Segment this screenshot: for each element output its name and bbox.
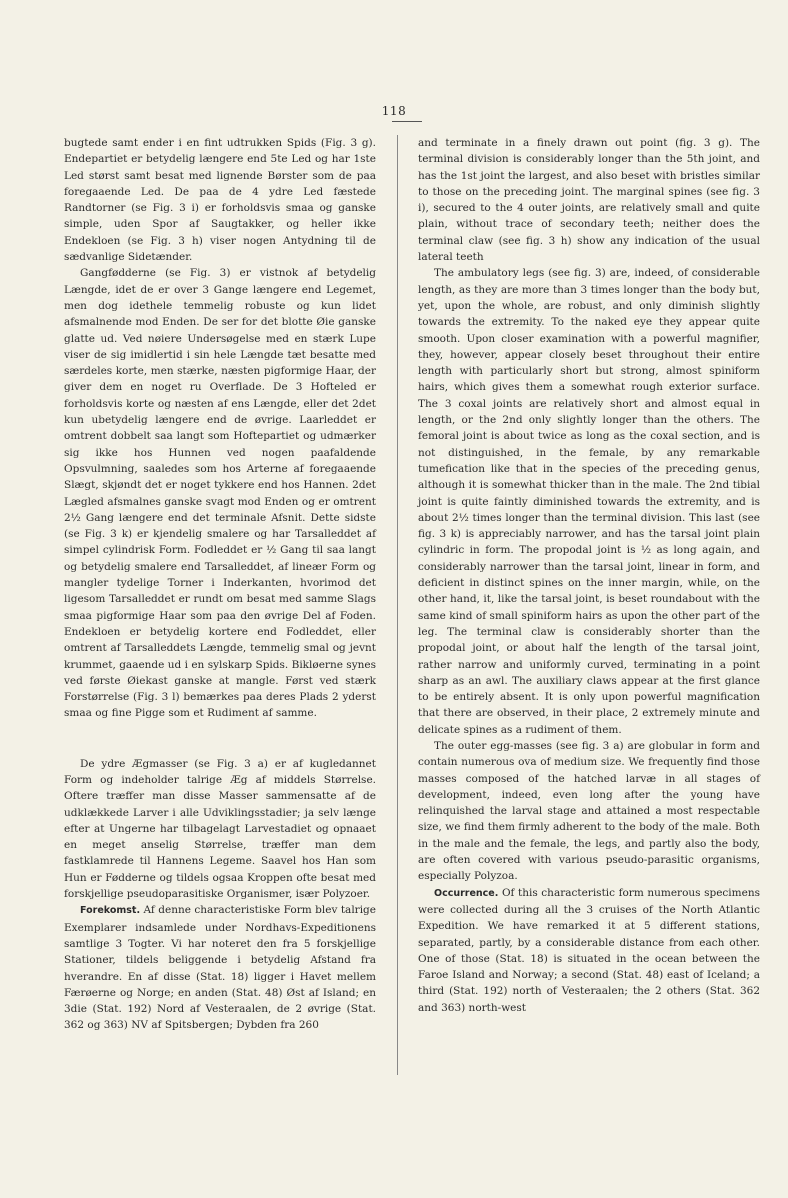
page-number-rule [392,121,422,122]
right-paragraph-2: The ambulatory legs (see fig. 3) are, indeed, of considerable length, as they are more than 3 times longer than the body but, yet, upon the whole, are robust, and only diminish slightly towards the extremity. To the naked eye they appear quite smooth. Upon closer examination with a powerful magnifier, they, however, appear closely beset throughout their entire length with particularly short but strong, almost spiniform hairs, which gives them a somewhat rough exterior surface. The 3 coxal joints are relatively short and almost equal in length, or the 2nd only slightly longer than the others. The femoral joint is about twice as long as the coxal section, and is not distinguished, in the female, by any remarkable tumefication like that in the species of the preceding genus, although it is somewhat thicker than in the male. The 2nd tibial joint is quite faintly diminished towards the extremity, and is about 2½ times longer than the terminal division. This last (see fig. 3 k) is appreciably narrower, and has the tarsal joint plain cylindric in form. The propodal joint is ½ as long again, and considerably narrower than the tarsal joint, linear in form, and deficient in distinct spines on the inner margin, while, on the other hand, it, like the tarsal joint, is beset roundabout with the same kind of small spiniform hairs as upon the other part of the leg. The terminal claw is considerably shorter than the propodal joint, or about half the length of the tarsal joint, rather narrow and uniformly curved, terminating in a point sharp as an awl. The auxiliary claws appear at the first glance to be entirely absent. It is only upon powerful magnification that there are observed, in their place, 2 extremely minute and delicate spines as a rudiment of them. [418,267,760,736]
right-occurrence-text: Of this characteristic form numerous specimens were collected during all the 3 cruises of the North Atlantic Expedition. We have remarked it at 5 different stations, separated, partly, by a considerable distance from each other. One of those (Stat. 18) is situated in the ocean between the Faroe Island and Norway; a second (Stat. 48) east of Iceland; a third (Stat. 192) north of Vesteraalen; the 2 others (Stat. 362 and 363) north-west [418,886,760,1014]
left-paragraph-1: bugtede samt ender i en fint udtrukken Spids (Fig. 3 g). Endepartiet er betydelig længere end 5te Led og har 1ste Led størst samt besat med lignende Børster som de paa foregaaende Led. De paa de 4 ydre Led fæstede Randtorner (se Fig. 3 i) er forholdsvis smaa og ganske simple, uden Spor af Saugtakker, og heller ikke Endekloen (se Fig. 3 h) viser nogen Antydning til de sædvanlige Sidetænder. [64,137,376,264]
left-occurrence-heading: Forekomst. [80,905,141,917]
left-paragraph-3: De ydre Ægmasser (se Fig. 3 a) er af kugledannet Form og indeholder talrige Æg af middels Størrelse. Oftere træffer man disse Masser sammensatte af de udklækkede Larver i alle Udviklingsstadier; ja selv længe efter at Ungerne har tilbagelagt Larvestadiet og opnaaet en meget anselig Størrelse, træffer man dem fastklamrede til Hannens Legeme. Saavel hos Han som Hun er Fødderne og tildels ogsaa Kroppen ofte besat med forskjellige pseudoparasitiske Organismer, især Polyzoer. [64,757,376,901]
column-divider [397,135,398,1075]
right-paragraph-3: The outer egg-masses (see fig. 3 a) are globular in form and contain numerous ova of medium size. We frequently find those masses composed of the hatched larvæ in all stages of development, indeed, even long after the young have relinquished the larval stage and attained a most respectable size, we find them firmly adherent to the body of the male. Both in the male and the female, the legs, and partly also the body, are often covered with various pseudo-parasitic organisms, especially Polyzoa. [418,739,760,883]
page-number: 118 [381,104,407,118]
left-paragraph-4 [64,902,376,1033]
left-column-norwegian [64,135,376,1034]
right-occurrence-heading: Occurrence. [434,887,499,899]
right-column-english [418,135,760,1016]
left-occurrence-text: Af denne characteristiske Form blev talrige Exemplarer indsamlede under Nordhavs-Expeditionens samtlige 3 Togter. Vi har noteret den fra 5 forskjellige Stationer, tildels beliggende i betydelig Afstand fra hverandre. En af disse (Stat. 18) ligger i Havet mellem Færøerne og Norge; en anden (Stat. 48) Øst af Island; en 3die (Stat. 192) Nord af Vesteraalen, de 2 øvrige (Stat. 362 og 363) NV af Spitsbergen; Dybden fra 260 [64,904,376,1032]
right-paragraph-4 [418,885,760,1016]
left-paragraph-2: Gangfødderne (se Fig. 3) er vistnok af betydelig Længde, idet de er over 3 Gange længere end Legemet, men dog idethele temmelig robuste og kun lidet afsmalnende mod Enden. De ser for det blotte Øie ganske glatte ud. Ved nøiere Undersøgelse med en stærk Lupe viser de sig imidlertid i sin hele Længde tæt besatte med særdeles korte, men stærke, næsten pigformige Haar, der giver dem en noget ru Overflade. De 3 Hofteled er forholdsvis korte og næsten af ens Længde, eller det 2det kun ubetydelig længere end de øvrige. Laarleddet er omtrent dobbelt saa langt som Hoftepartiet og udmærker sig ikke hos Hunnen ved nogen paafaldende Opsvulmning, saaledes som hos Arterne af foregaaende Slægt, skjøndt det er noget tykkere end hos Hannen. 2det Lægled afsmalnes ganske svagt mod Enden og er omtrent 2½ Gang længere end det terminale Afsnit. Dette sidste (se Fig. 3 k) er kjendelig smalere og har Tarsalleddet af simpel cylindrisk Form. Fodleddet er ½ Gang til saa langt og betydelig smalere end Tarsalleddet, af lineær Form og mangler tydelige Torner i Inderkanten, hvorimod det ligesom Tarsalleddet er rundt om besat med samme Slags smaa pigformige Haar som paa den øvrige Del af Foden. Endekloen er betydelig kortere end Fodleddet, eller omtrent af Tarsalleddets Længde, temmelig smal og jevnt krummet, gaaende ud i en sylskarp Spids. Bikløerne synes ved første Øiekast ganske at mangle. Først ved stærk Forstørrelse (Fig. 3 l) bemærkes paa deres Plads 2 yderst smaa og fine Pigge som et Rudiment af samme. [64,267,376,720]
right-paragraph-1: and terminate in a finely drawn out point (fig. 3 g). The terminal division is considerably longer than the 5th joint, and has the 1st joint the largest, and also beset with bristles similar to those on the preceding joint. The marginal spines (see fig. 3 i), secured to the 4 outer joints, are relatively small and quite plain, without trace of secondary teeth; neither does the terminal claw (see fig. 3 h) show any indication of the usual lateral teeth [418,137,760,264]
